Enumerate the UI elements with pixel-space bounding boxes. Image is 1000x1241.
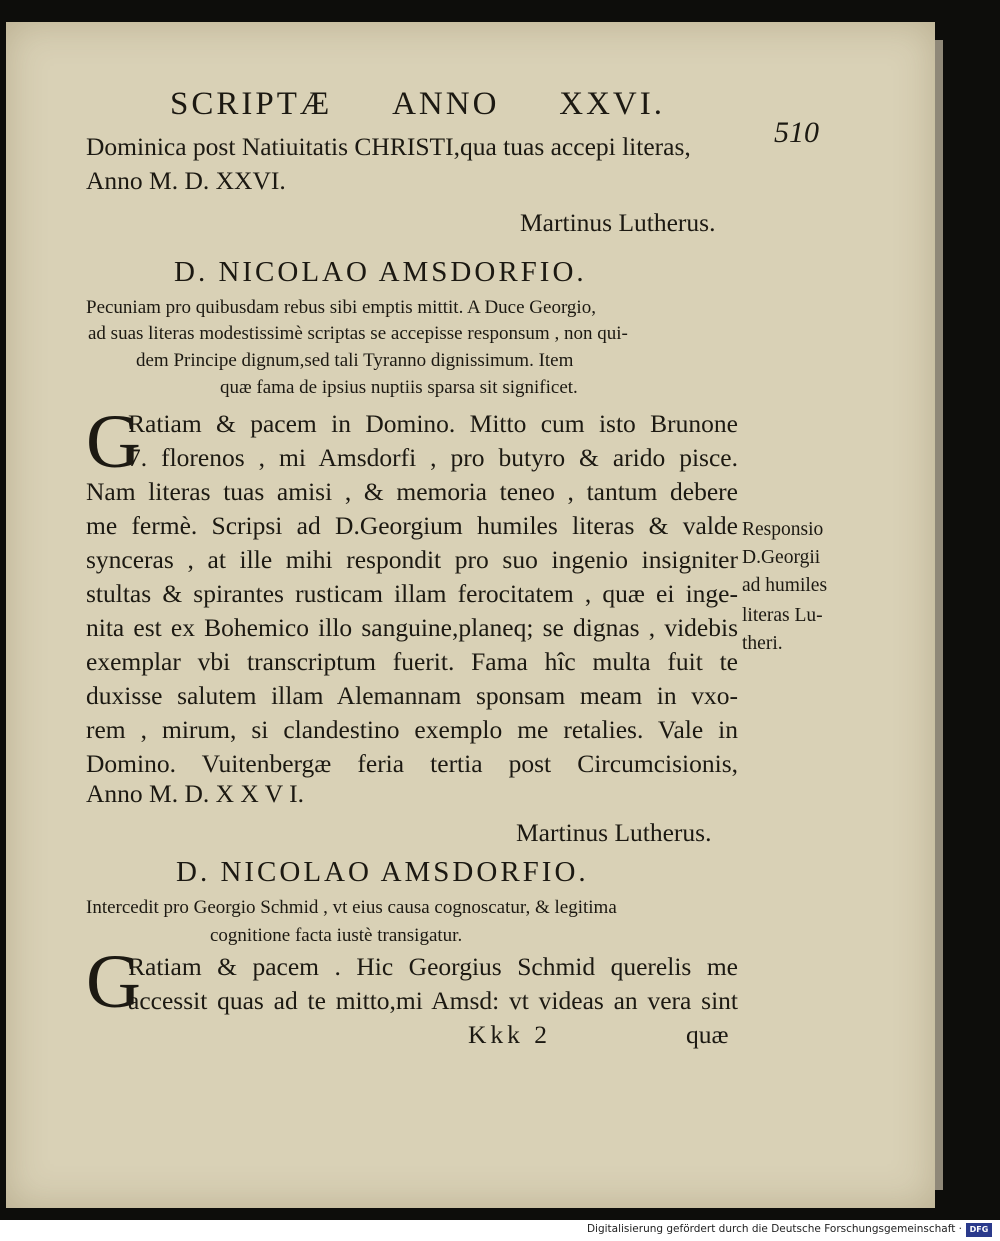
marginal-note-line: ad humiles [742, 575, 828, 596]
running-head [170, 86, 665, 123]
letter-heading: D. NICOLAO AMSDORFIO. [174, 256, 587, 288]
letter-summary-line: cognitione facta iustè transigatur. [210, 925, 463, 946]
signature-mark: Kkk 2 [468, 1020, 552, 1049]
text-line: Domino. Vuitenbergæ feria tertia post Circumcisionis, [86, 749, 738, 778]
dfg-logo-icon: DFG [966, 1223, 992, 1237]
text-line: Ratiam & pacem in Domino. Mitto cum isto Brunone [128, 409, 738, 438]
marginal-note-line: literas Lu- [742, 605, 823, 626]
text-line: accessit quas ad te mitto,mi Amsd: vt videas an vera sint [128, 986, 738, 1015]
catchword: quæ [686, 1020, 729, 1049]
letter-summary-line: Pecuniam pro quibusdam rebus sibi emptis mittit. A Duce Georgio, [86, 297, 596, 318]
text-line: Anno M. D. X X V I. [86, 779, 304, 808]
text-line: me fermè. Scripsi ad D.Georgium humiles literas & valde [86, 511, 738, 540]
running-head-word: ANNO [392, 86, 500, 122]
text-line: nita est ex Bohemico illo sanguine,planeq; se dignas , videbis [86, 613, 738, 642]
marginal-note-line: theri. [742, 633, 783, 654]
marginal-note-line: D.Georgii [742, 547, 821, 568]
digitization-footer [0, 1220, 1000, 1241]
running-head-word: SCRIPTÆ [170, 86, 333, 122]
text-line: rem , mirum, si clandestino exemplo me retalies. Vale in [86, 715, 738, 744]
page-edge [935, 40, 943, 1190]
signature: Martinus Lutherus. [516, 818, 712, 847]
text-line: 7. florenos , mi Amsdorfi , pro butyro & arido pisce. [128, 443, 738, 472]
marginal-note-line: Responsio [742, 519, 824, 540]
signature: Martinus Lutherus. [520, 208, 716, 237]
running-head-word: XXVI. [559, 86, 665, 122]
letter-summary-line: ad suas literas modestissimè scriptas se accepisse responsum , non qui- [88, 323, 628, 344]
text-line: Anno M. D. XXVI. [86, 166, 286, 195]
letter-summary-line: Intercedit pro Georgio Schmid , vt eius causa cognoscatur, & legitima [86, 897, 617, 918]
letter-heading: D. NICOLAO AMSDORFIO. [176, 856, 589, 888]
letter-summary-line: dem Principe dignum,sed tali Tyranno dignissimum. Item [136, 350, 574, 371]
funding-credit: Digitalisierung gefördert durch die Deutsche Forschungsgemeinschaft · [586, 1223, 962, 1235]
drop-cap: G [86, 940, 141, 1024]
folio-number: 510 [774, 116, 819, 149]
text-line: duxisse salutem illam Alemannam sponsam meam in vxo- [86, 681, 738, 710]
text-line: Nam literas tuas amisi , & memoria teneo , tantum debere [86, 477, 738, 506]
text-line: synceras , at ille mihi respondit pro suo ingenio insigniter [86, 545, 738, 574]
drop-cap: G [86, 400, 141, 484]
text-line: Dominica post Natiuitatis CHRISTI,qua tuas accepi literas, [86, 132, 691, 161]
text-line: Ratiam & pacem . Hic Georgius Schmid querelis me [128, 952, 738, 981]
text-line: exemplar vbi transcriptum fuerit. Fama hîc multa fuit te [86, 647, 738, 676]
text-line: stultas & spirantes rusticam illam ferocitatem , quæ ei inge- [86, 579, 738, 608]
letter-summary-line: quæ fama de ipsius nuptiis sparsa sit significet. [220, 377, 578, 398]
